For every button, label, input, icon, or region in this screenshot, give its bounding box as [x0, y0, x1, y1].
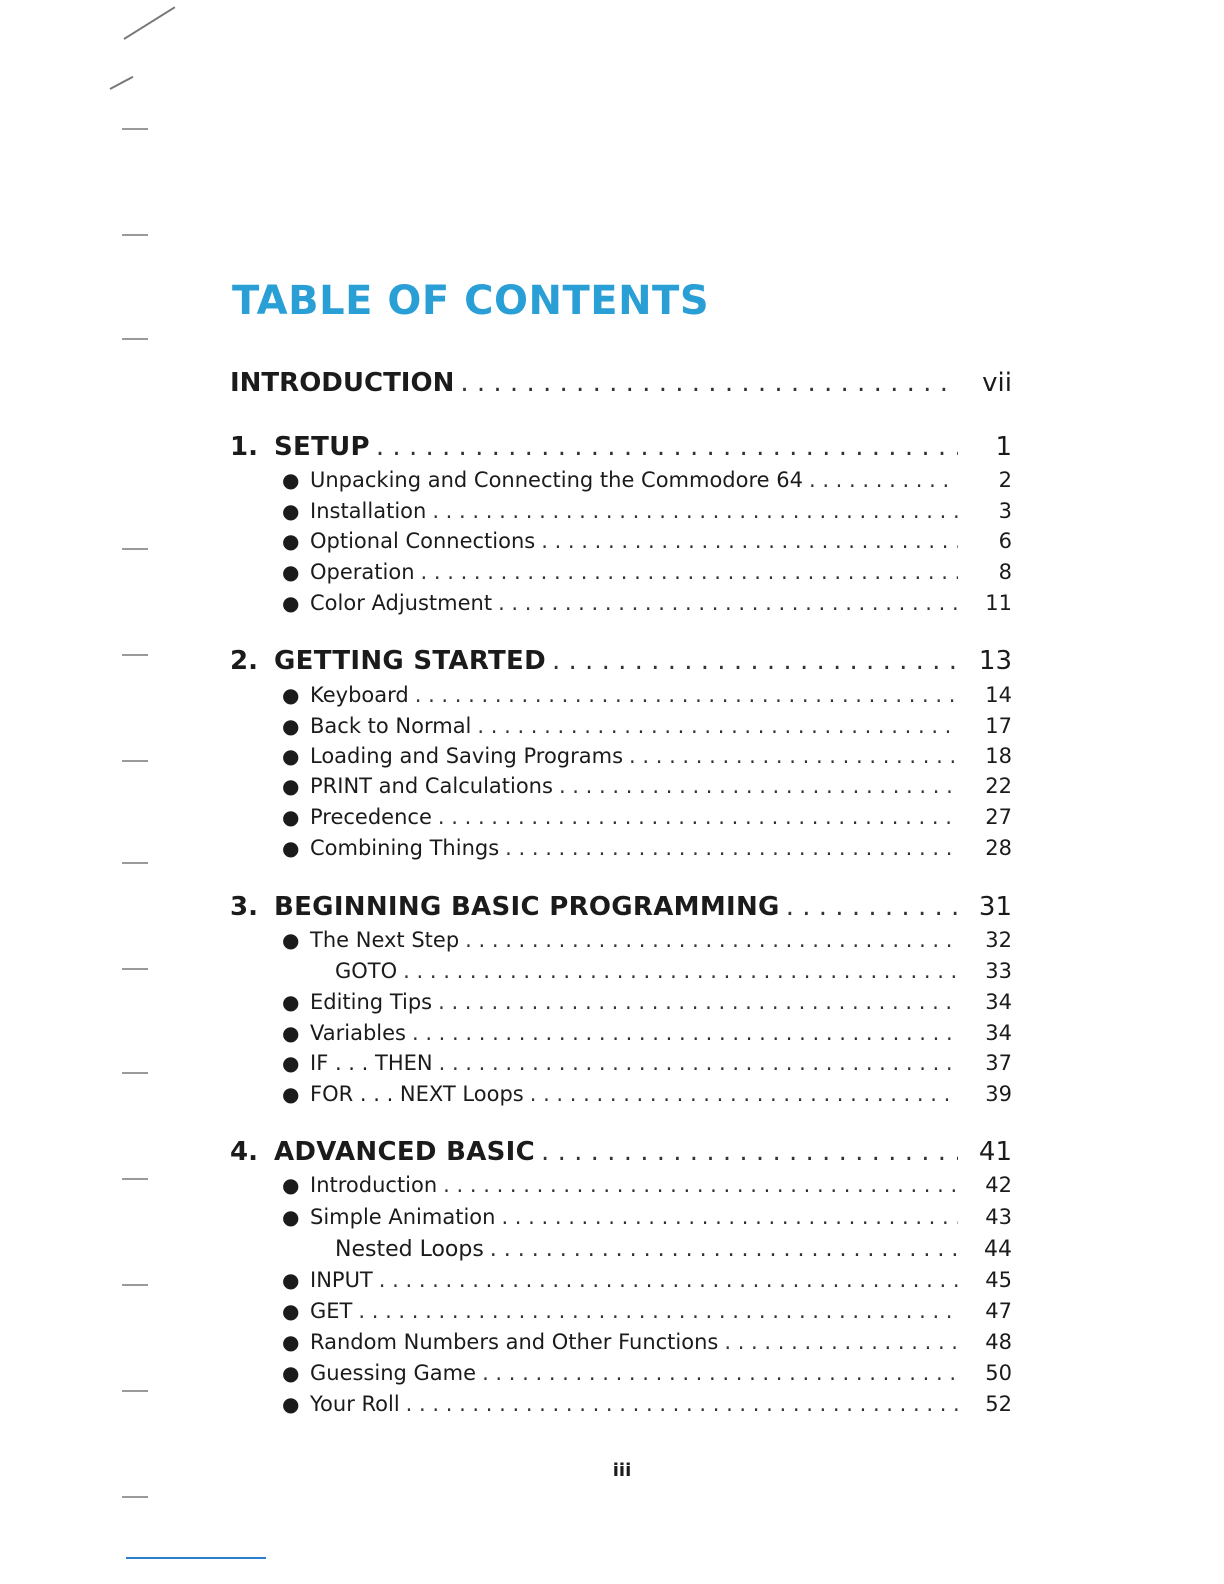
- margin-mark: [122, 1390, 148, 1392]
- dot-leader: [379, 1268, 958, 1292]
- dot-leader: [786, 892, 958, 922]
- toc-page-number: 34: [985, 990, 1012, 1014]
- toc-item-label: Variables: [310, 1021, 406, 1045]
- dot-leader: [358, 1299, 958, 1323]
- toc-item[interactable]: [282, 774, 1012, 798]
- margin-mark: [122, 338, 148, 340]
- toc-item-label: Editing Tips: [310, 990, 433, 1014]
- toc-item-label: Nested Loops: [335, 1237, 484, 1262]
- toc-item-label: Unpacking and Connecting the Commodore 64: [310, 468, 803, 492]
- toc-item[interactable]: [282, 1299, 1012, 1323]
- toc-item-label: Installation: [310, 499, 427, 523]
- toc-page-number: vii: [982, 368, 1012, 398]
- toc-page-number: 44: [984, 1237, 1012, 1262]
- toc-item[interactable]: [282, 714, 1012, 738]
- toc-page-number: 50: [985, 1361, 1012, 1385]
- toc-page-number: 45: [985, 1268, 1012, 1292]
- toc-page-number: 17: [985, 714, 1012, 738]
- toc-page-number: 1: [995, 432, 1012, 462]
- toc-page-number: 13: [978, 646, 1012, 676]
- toc-item[interactable]: [282, 1361, 1012, 1385]
- toc-item-label: Random Numbers and Other Functions: [310, 1330, 719, 1354]
- toc-item[interactable]: [282, 1330, 1012, 1354]
- margin-mark: [122, 968, 148, 970]
- toc-item-label: Optional Connections: [310, 529, 536, 553]
- toc-item-label: The Next Step: [310, 928, 460, 952]
- toc-item-label: Back to Normal: [310, 714, 472, 738]
- toc-page-number: 34: [985, 1021, 1012, 1045]
- margin-mark: [122, 862, 148, 864]
- toc-page-number: 41: [978, 1137, 1012, 1167]
- dot-leader: [501, 1205, 958, 1229]
- chapter-number: 4.: [230, 1137, 258, 1167]
- toc-item[interactable]: [282, 990, 1012, 1014]
- toc-item-label: FOR . . . NEXT Loops: [310, 1082, 524, 1106]
- bullet-icon: ●: [282, 836, 300, 860]
- dot-leader: [406, 1392, 958, 1416]
- margin-mark: [122, 128, 148, 130]
- toc-page-number: 42: [985, 1173, 1012, 1197]
- chapter-number: 2.: [230, 646, 258, 676]
- toc-item-label: PRINT and Calculations: [310, 774, 553, 798]
- toc-chapter-advanced-basic[interactable]: [230, 1137, 1012, 1167]
- bullet-icon: ●: [282, 1205, 300, 1229]
- dot-leader: [505, 836, 958, 860]
- dot-leader: [490, 1237, 958, 1262]
- toc-chapter-getting-started[interactable]: [230, 646, 1012, 676]
- toc-item[interactable]: [282, 805, 1012, 829]
- toc-item[interactable]: [282, 1268, 1012, 1292]
- toc-subitem[interactable]: [335, 1237, 1012, 1262]
- toc-item-label: Operation: [310, 560, 415, 584]
- dot-leader: [421, 560, 958, 584]
- dot-leader: [415, 683, 958, 707]
- page-number: iii: [612, 1460, 632, 1481]
- toc-page-number: 32: [985, 928, 1012, 952]
- bullet-icon: ●: [282, 1268, 300, 1292]
- bullet-icon: ●: [282, 683, 300, 707]
- dot-leader: [724, 1330, 958, 1354]
- dot-leader: [530, 1082, 958, 1106]
- toc-page-number: 11: [985, 591, 1012, 615]
- dot-leader: [376, 432, 958, 462]
- bullet-icon: ●: [282, 1330, 300, 1354]
- chapter-title: ADVANCED BASIC: [274, 1137, 536, 1167]
- toc-item[interactable]: [282, 529, 1012, 553]
- margin-mark: [122, 1284, 148, 1286]
- bullet-icon: ●: [282, 805, 300, 829]
- toc-entry-label: INTRODUCTION: [230, 368, 455, 398]
- toc-page-number: 27: [985, 805, 1012, 829]
- dot-leader: [629, 744, 958, 768]
- toc-item-label: Combining Things: [310, 836, 500, 860]
- margin-mark: [122, 1072, 148, 1074]
- toc-page-number: 2: [998, 468, 1012, 492]
- toc-chapter-beginning-basic[interactable]: [230, 892, 1012, 922]
- margin-mark: [122, 760, 148, 762]
- toc-item[interactable]: [282, 1021, 1012, 1045]
- dot-leader: [438, 805, 958, 829]
- toc-item[interactable]: [282, 836, 1012, 860]
- bullet-icon: ●: [282, 1051, 300, 1075]
- margin-mark: [122, 654, 148, 656]
- bullet-icon: ●: [282, 744, 300, 768]
- dot-leader: [482, 1361, 958, 1385]
- bullet-icon: ●: [282, 560, 300, 584]
- dot-leader: [438, 990, 958, 1014]
- toc-item[interactable]: [282, 468, 1012, 492]
- margin-mark: [122, 548, 148, 550]
- toc-page-number: 3: [998, 499, 1012, 523]
- toc-item[interactable]: [282, 744, 1012, 768]
- dot-leader: [552, 646, 958, 676]
- bullet-icon: ●: [282, 990, 300, 1014]
- dot-leader: [541, 1137, 958, 1167]
- toc-page-number: 18: [985, 744, 1012, 768]
- toc-item-label: Precedence: [310, 805, 432, 829]
- bullet-icon: ●: [282, 529, 300, 553]
- dot-leader: [559, 774, 958, 798]
- bullet-icon: ●: [282, 1173, 300, 1197]
- bullet-icon: ●: [282, 1021, 300, 1045]
- toc-page-number: 48: [985, 1330, 1012, 1354]
- toc-page-number: 37: [985, 1051, 1012, 1075]
- toc-item[interactable]: [282, 1205, 1012, 1229]
- toc-item-label: GOTO: [335, 959, 398, 983]
- toc-item[interactable]: [282, 683, 1012, 707]
- dot-leader: [465, 928, 958, 952]
- dot-leader: [412, 1021, 958, 1045]
- chapter-title: SETUP: [274, 432, 370, 462]
- margin-scribble: [110, 76, 134, 90]
- chapter-number: 1.: [230, 432, 258, 462]
- bullet-icon: ●: [282, 1361, 300, 1385]
- toc-page-number: 8: [998, 560, 1012, 584]
- toc-item-label: INPUT: [310, 1268, 373, 1292]
- toc-item-label: GET: [310, 1299, 353, 1323]
- toc-item[interactable]: [282, 1173, 1012, 1197]
- toc-item-label: Simple Animation: [310, 1205, 496, 1229]
- toc-item-label: Introduction: [310, 1173, 438, 1197]
- dot-leader: [809, 468, 958, 492]
- toc-item[interactable]: [282, 1392, 1012, 1416]
- dot-leader: [443, 1173, 958, 1197]
- toc-page-number: 14: [985, 683, 1012, 707]
- toc-item[interactable]: [282, 499, 1012, 523]
- bullet-icon: ●: [282, 591, 300, 615]
- chapter-title: GETTING STARTED: [274, 646, 546, 676]
- bullet-icon: ●: [282, 774, 300, 798]
- toc-item[interactable]: [282, 1051, 1012, 1075]
- chapter-number: 3.: [230, 892, 258, 922]
- toc-item-label: Guessing Game: [310, 1361, 477, 1385]
- toc-page-number: 52: [985, 1392, 1012, 1416]
- dot-leader: [432, 499, 958, 523]
- toc-entry-introduction[interactable]: [230, 368, 1012, 398]
- margin-mark: [122, 1178, 148, 1180]
- bullet-icon: ●: [282, 1299, 300, 1323]
- bullet-icon: ●: [282, 714, 300, 738]
- toc-item-label: Color Adjustment: [310, 591, 493, 615]
- dot-leader: [460, 368, 958, 398]
- toc-page-number: 39: [985, 1082, 1012, 1106]
- toc-item[interactable]: [282, 560, 1012, 584]
- bullet-icon: ●: [282, 1392, 300, 1416]
- toc-page-number: 22: [985, 774, 1012, 798]
- toc-subitem[interactable]: [335, 959, 1012, 983]
- toc-page-number: 31: [978, 892, 1012, 922]
- toc-item-label: Keyboard: [310, 683, 409, 707]
- chapter-title: BEGINNING BASIC PROGRAMMING: [274, 892, 780, 922]
- toc-page-number: 47: [985, 1299, 1012, 1323]
- margin-mark: [122, 1496, 148, 1498]
- toc-item[interactable]: [282, 928, 1012, 952]
- dot-leader: [477, 714, 958, 738]
- bullet-icon: ●: [282, 468, 300, 492]
- footer-rule: [126, 1557, 266, 1559]
- bullet-icon: ●: [282, 499, 300, 523]
- margin-scribble: [123, 6, 175, 39]
- toc-item-label: Loading and Saving Programs: [310, 744, 624, 768]
- toc-item-label: Your Roll: [310, 1392, 400, 1416]
- toc-page-number: 43: [985, 1205, 1012, 1229]
- toc-page-number: 28: [985, 836, 1012, 860]
- bullet-icon: ●: [282, 928, 300, 952]
- dot-leader: [439, 1051, 958, 1075]
- dot-leader: [403, 959, 958, 983]
- toc-item[interactable]: [282, 591, 1012, 615]
- toc-page-number: 33: [985, 959, 1012, 983]
- bullet-icon: ●: [282, 1082, 300, 1106]
- dot-leader: [498, 591, 958, 615]
- toc-page-number: 6: [998, 529, 1012, 553]
- margin-mark: [122, 234, 148, 236]
- toc-item[interactable]: [282, 1082, 1012, 1106]
- page-title: TABLE OF CONTENTS: [232, 278, 710, 324]
- dot-leader: [541, 529, 958, 553]
- toc-chapter-setup[interactable]: [230, 432, 1012, 462]
- toc-item-label: IF . . . THEN: [310, 1051, 433, 1075]
